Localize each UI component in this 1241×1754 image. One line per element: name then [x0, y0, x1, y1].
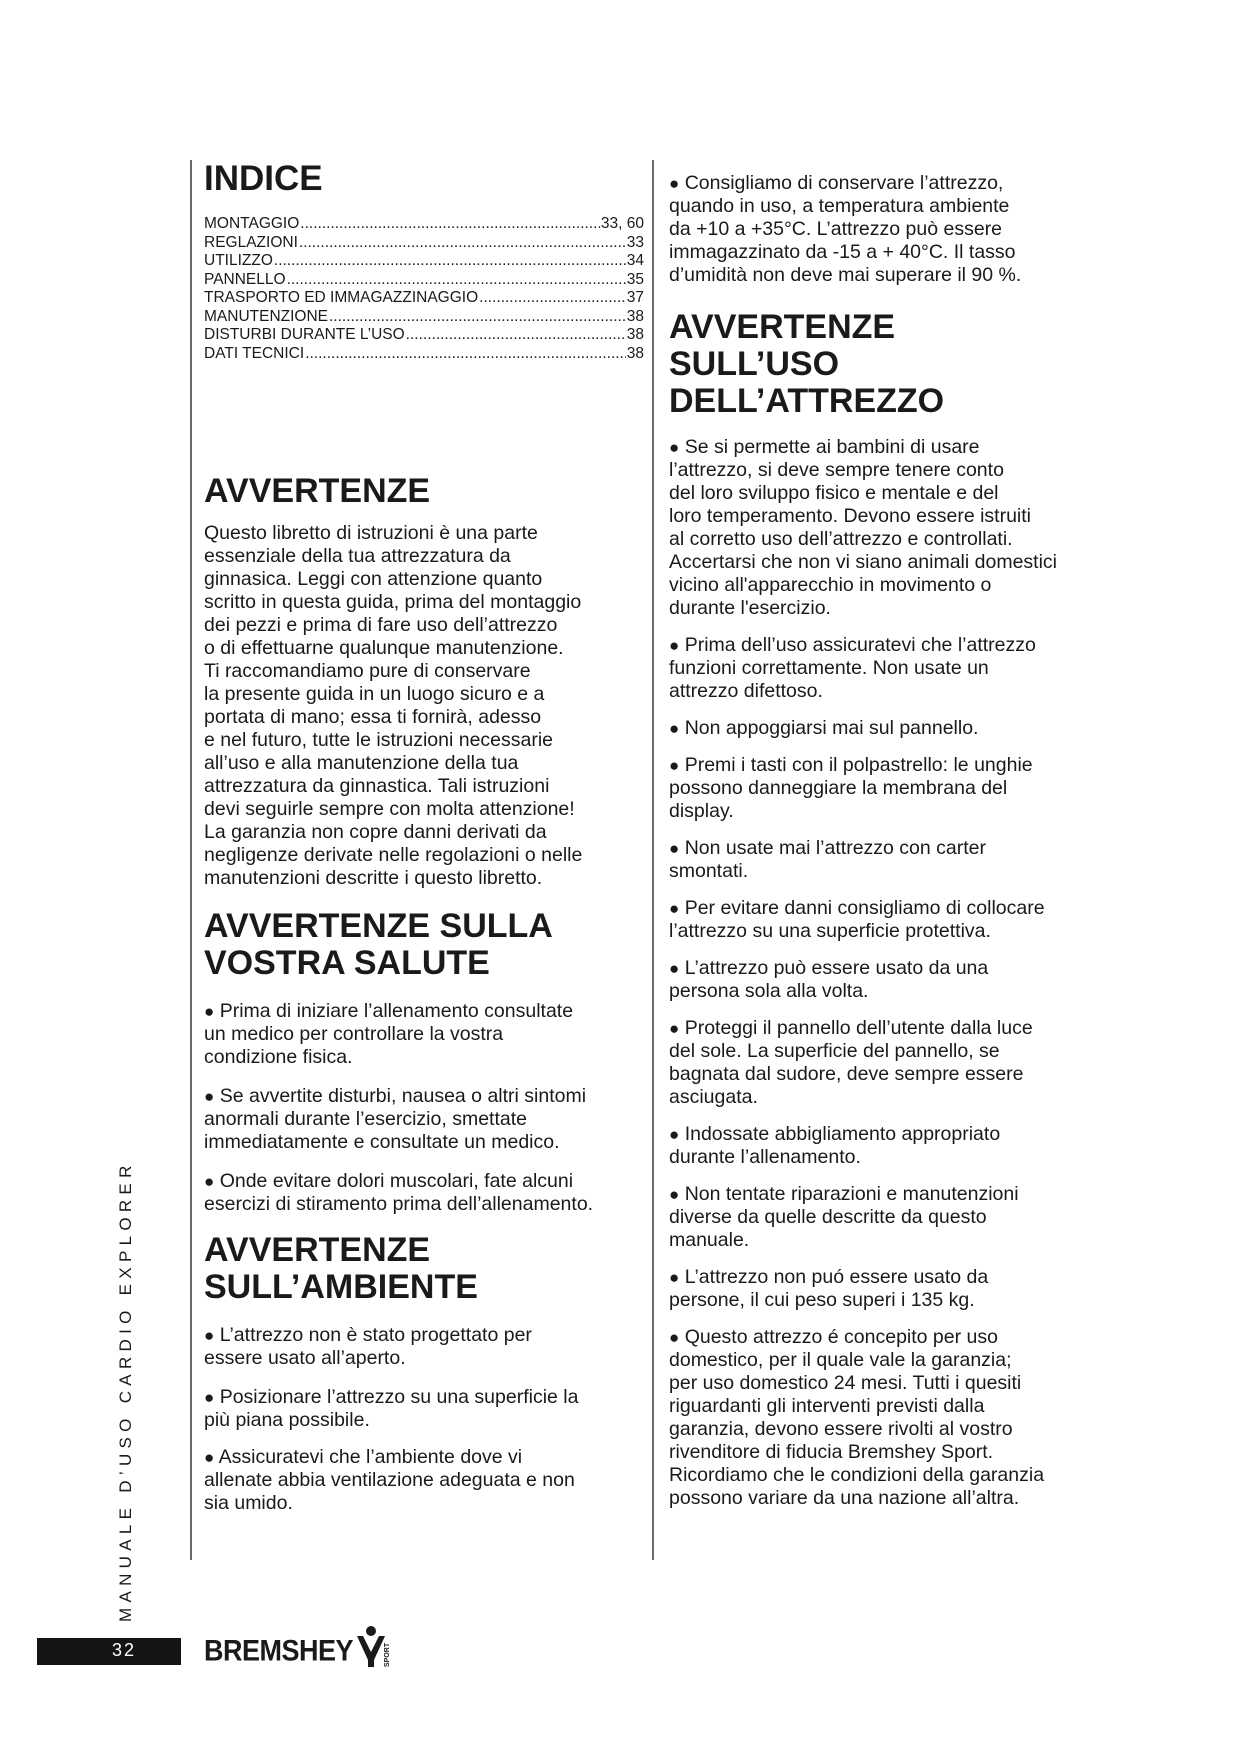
index-entry: MONTAGGIO ..... 33, 60 [204, 215, 644, 234]
storage-bullet: ● Consigliamo di conservare l’attrezzo, quando in uso, a temperatura ambiente da +10 a +35°C. L’attrezzo può essere immagazzinato da -15 a + 40°C. Il tasso d’umidità non deve mai superare il 90 %. [669, 172, 1022, 286]
brand-sub: SPORT [384, 1642, 392, 1667]
environment-bullet: ● Assicuratevi che l’ambiente dove vi allenate abbia ventilazione adeguata e non sia umido. [204, 1446, 575, 1514]
index-entry: DISTURBI DURANTE L’USO ..... 38 [204, 326, 644, 345]
index-list [204, 215, 644, 363]
brand-figure-icon [353, 1624, 401, 1668]
left-column-rule [190, 160, 192, 1560]
usage-bullet: ● Indossate abbigliamento appropriato durante l’allenamento. [669, 1123, 1001, 1168]
environment-bullet: ● L’attrezzo non è stato progettato per essere usato all’aperto. [204, 1324, 532, 1369]
health-bullet: ● Onde evitare dolori muscolari, fate alcuni esercizi di stiramento prima dell’allenamento. [204, 1170, 594, 1215]
usage-bullet: ● L’attrezzo può essere usato da una persona sola alla volta. [669, 957, 989, 1002]
right-column [669, 172, 1109, 1510]
index-entry: UTILIZZO ..... 34 [204, 252, 644, 271]
environment-title: AVVERTENZE SULL’AMBIENTE [204, 1231, 478, 1306]
environment-bullet: ● Posizionare l’attrezzo su una superficie la più piana possibile. [204, 1386, 579, 1431]
brand-logo [204, 1624, 401, 1668]
warnings-title: AVVERTENZE [204, 472, 431, 510]
usage-bullet: ● Questo attrezzo é concepito per uso domestico, per il quale vale la garanzia; per uso domestico 24 mesi. Tutti i quesiti riguardanti gli interventi previsti dalla garanzia, devono essere rivolti al vostro rivenditore di fiducia Bremshey Sport. Ricordiamo che le condizioni della garanzia possono variare da una nazione all’altra. [669, 1326, 1045, 1509]
health-bullet: ● Prima di iniziare l’allenamento consultate un medico per controllare la vostra condizione fisica. [204, 1000, 574, 1068]
left-column [204, 160, 644, 1531]
manual-side-title: MANUALE D’USO CARDIO EXPLORER [116, 1160, 135, 1622]
index-entry: REGLAZIONI ..... 33 [204, 234, 644, 253]
brand-name: BREMSHEY [204, 1633, 354, 1667]
health-bullet: ● Se avvertite disturbi, nausea o altri sintomi anormali durante l’esercizio, smettate immediatamente e consultate un medico. [204, 1085, 587, 1153]
usage-bullet: ● Se si permette ai bambini di usare l’attrezzo, si deve sempre tenere conto del loro sviluppo fisico e mentale e del loro temperamento. Devono essere istruiti al corretto uso dell’attrezzo e controllati. Accertarsi che non vi siano animali domestici vicino all'apparecchio in movimento o durante l'esercizio. [669, 436, 1058, 619]
usage-bullet: ● Premi i tasti con il polpastrello: le unghie possono danneggiare la membrana del display. [669, 754, 1033, 822]
usage-bullet: ● Non usate mai l’attrezzo con carter smontati. [669, 837, 987, 882]
usage-bullet: ● L’attrezzo non puó essere usato da persone, il cui peso superi i 135 kg. [669, 1266, 989, 1311]
index-title: INDICE [204, 159, 323, 198]
usage-bullet: ● Prima dell’uso assicuratevi che l’attrezzo funzioni correttamente. Non usate un attrezzo difettoso. [669, 634, 1036, 702]
usage-bullet: ● Per evitare danni consigliamo di collocare l’attrezzo su una superficie protettiva. [669, 897, 1045, 942]
usage-bullet: ● Proteggi il pannello dell’utente dalla luce del sole. La superficie del pannello, se bagnata dal sudore, deve sempre essere asciugata. [669, 1017, 1033, 1108]
index-entry: TRASPORTO ED IMMAGAZZINAGGIO ..... 37 [204, 289, 644, 308]
warnings-paragraph: Questo libretto di istruzioni è una parte essenziale della tua attrezzatura da ginnasica. Leggi con attenzione quanto scritto in questa guida, prima del montaggio dei pezzi e prima di fare uso dell’attrezzo o di effettuarne qualunque manutenzione. Ti raccomandiamo pure di conservare la presente guida in un luogo sicuro e a portata di mano; essa ti fornirà, adesso e nel futuro, tutte le istruzioni necessarie all’uso e alla manutenzione della tua attrezzatura da ginnastica. Tali istruzioni devi seguirle sempre con molta attenzione! La garanzia non copre danni derivati da negligenze derivate nelle regolazioni o nelle manutenzioni descritte i questo libretto. [204, 522, 583, 889]
page-number: 32 [112, 1640, 137, 1660]
health-title: AVVERTENZE SULLA VOSTRA SALUTE [204, 907, 553, 982]
usage-bullet: ● Non tentate riparazioni e manutenzioni diverse da quelle descritte da questo manuale. [669, 1183, 1019, 1251]
page-number-bar [37, 1638, 181, 1665]
index-entry: DATI TECNICI ..... 38 [204, 345, 644, 364]
usage-title: AVVERTENZE SULL’USO DELL’ATTREZZO [669, 308, 945, 420]
center-column-rule [652, 160, 654, 1560]
index-entry: MANUTENZIONE ..... 38 [204, 308, 644, 327]
usage-bullet: ● Non appoggiarsi mai sul pannello. [669, 717, 979, 739]
index-entry: PANNELLO ..... 35 [204, 271, 644, 290]
